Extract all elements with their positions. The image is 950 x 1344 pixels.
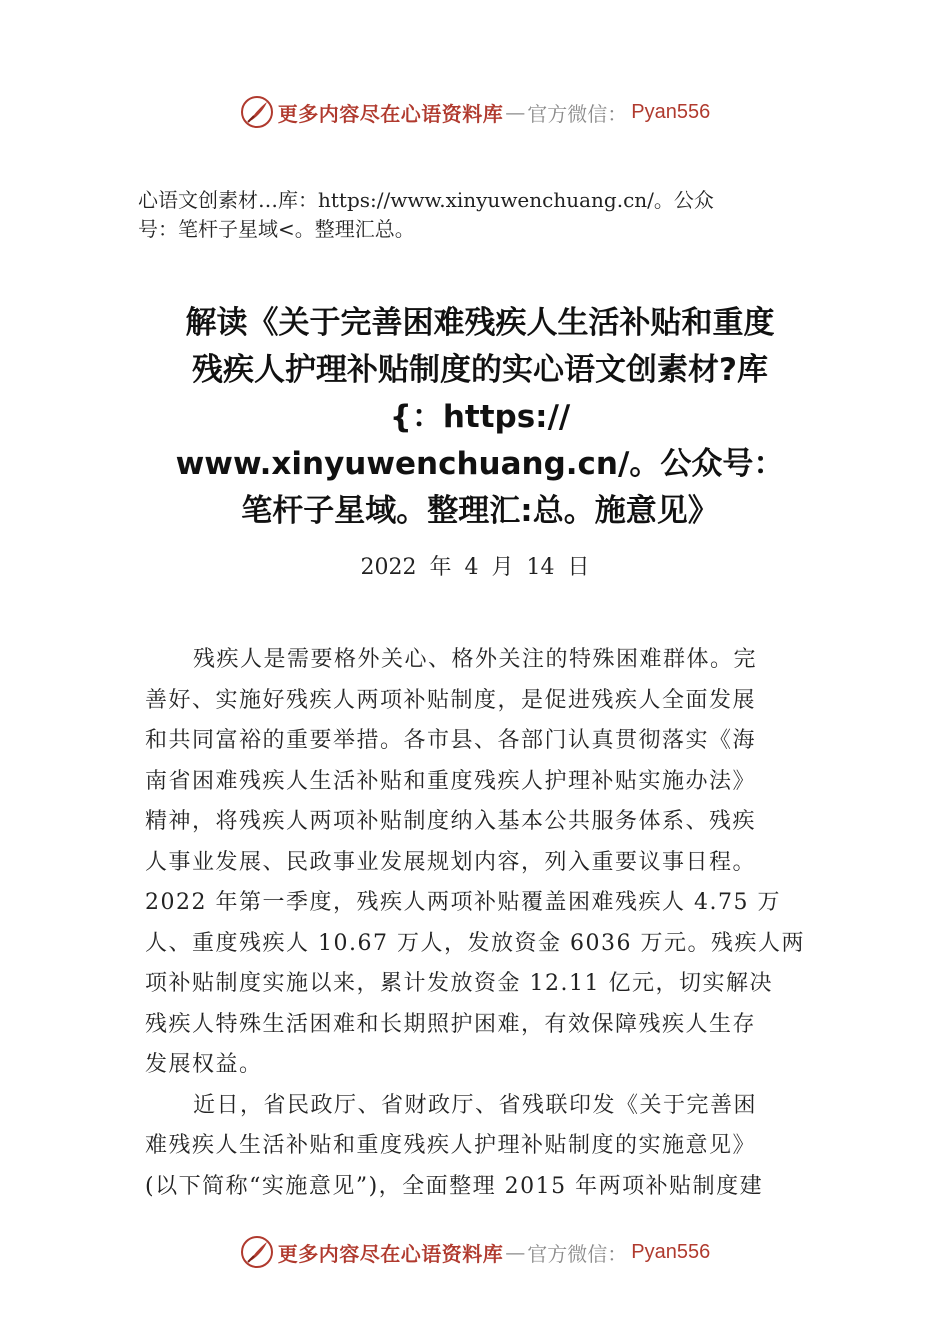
body-line: 发展权益。 [145,1052,263,1077]
banner-wechat-label: 官方微信： [527,101,628,126]
banner-dash: — [505,100,526,124]
body-line: 和共同富裕的重要举措。各市县、各部门认真贯彻落实《海 [145,728,757,753]
source-note-line: 号：笔杆子星域<。整理汇总。 [138,217,415,241]
body-line: 人事业发展、民政事业发展规划内容，列入重要议事日程。 [145,849,757,875]
banner-wechat-label: 官方微信： [527,1241,628,1266]
feather-pen-logo-icon [240,1235,274,1269]
banner-wechat-id: Pyan556 [631,100,711,123]
document-date: 2022 年 4 月 14 日 [360,555,590,580]
body-line: 难残疾人生活补贴和重度残疾人护理补贴制度的实施意见》 [145,1133,757,1158]
header-banner [0,92,950,132]
body-line: 项补贴制度实施以来，累计发放资金 12.11 亿元，切实解决 [145,971,773,996]
banner-dash: — [505,1240,526,1264]
banner-text: 更多内容尽在心语资料库 [277,1241,504,1266]
body-line: 残疾人是需要格外关心、格外关注的特殊困难群体。完 [193,647,758,672]
title-line: 解读《关于完善困难残疾人生活补贴和重度 [185,305,775,341]
feather-pen-logo-icon [240,95,274,129]
body-line: 人、重度残疾人 10.67 万人，发放资金 6036 万元。残疾人两 [145,930,805,956]
banner-wechat-id: Pyan556 [631,1240,711,1263]
document-title [100,300,860,535]
body-line: 残疾人特殊生活困难和长期照护困难，有效保障残疾人生存 [145,1011,757,1037]
body-line: 精神，将残疾人两项补贴制度纳入基本公共服务体系、残疾 [145,809,757,834]
body-line: 南省困难残疾人生活补贴和重度残疾人护理补贴实施办法》 [145,768,757,794]
body-line: 善好、实施好残疾人两项补贴制度，是促进残疾人全面发展 [145,687,757,713]
title-line: 笔杆子星域。整理汇:总。施意见》 [241,493,719,529]
title-line: {：https:// [389,399,571,435]
source-note [138,186,838,244]
source-note-line: 心语文创素材…库：https://www.xinyuwenchuang.cn/。公众 [138,188,714,212]
body-line: 2022 年第一季度，残疾人两项补贴覆盖困难残疾人 4.75 万 [145,890,781,915]
banner-text: 更多内容尽在心语资料库 [277,101,504,126]
title-line: www.xinyuwenchuang.cn/。公众号： [175,446,785,482]
body-line: (以下简称“实施意见”)，全面整理 2015 年两项补贴制度建 [145,1173,764,1199]
document-body [145,640,825,1207]
footer-banner [0,1232,950,1272]
body-line: 近日，省民政厅、省财政厅、省残联印发《关于完善困 [193,1092,758,1118]
title-line: 残疾人护理补贴制度的实心语文创素材?库 [192,352,768,388]
